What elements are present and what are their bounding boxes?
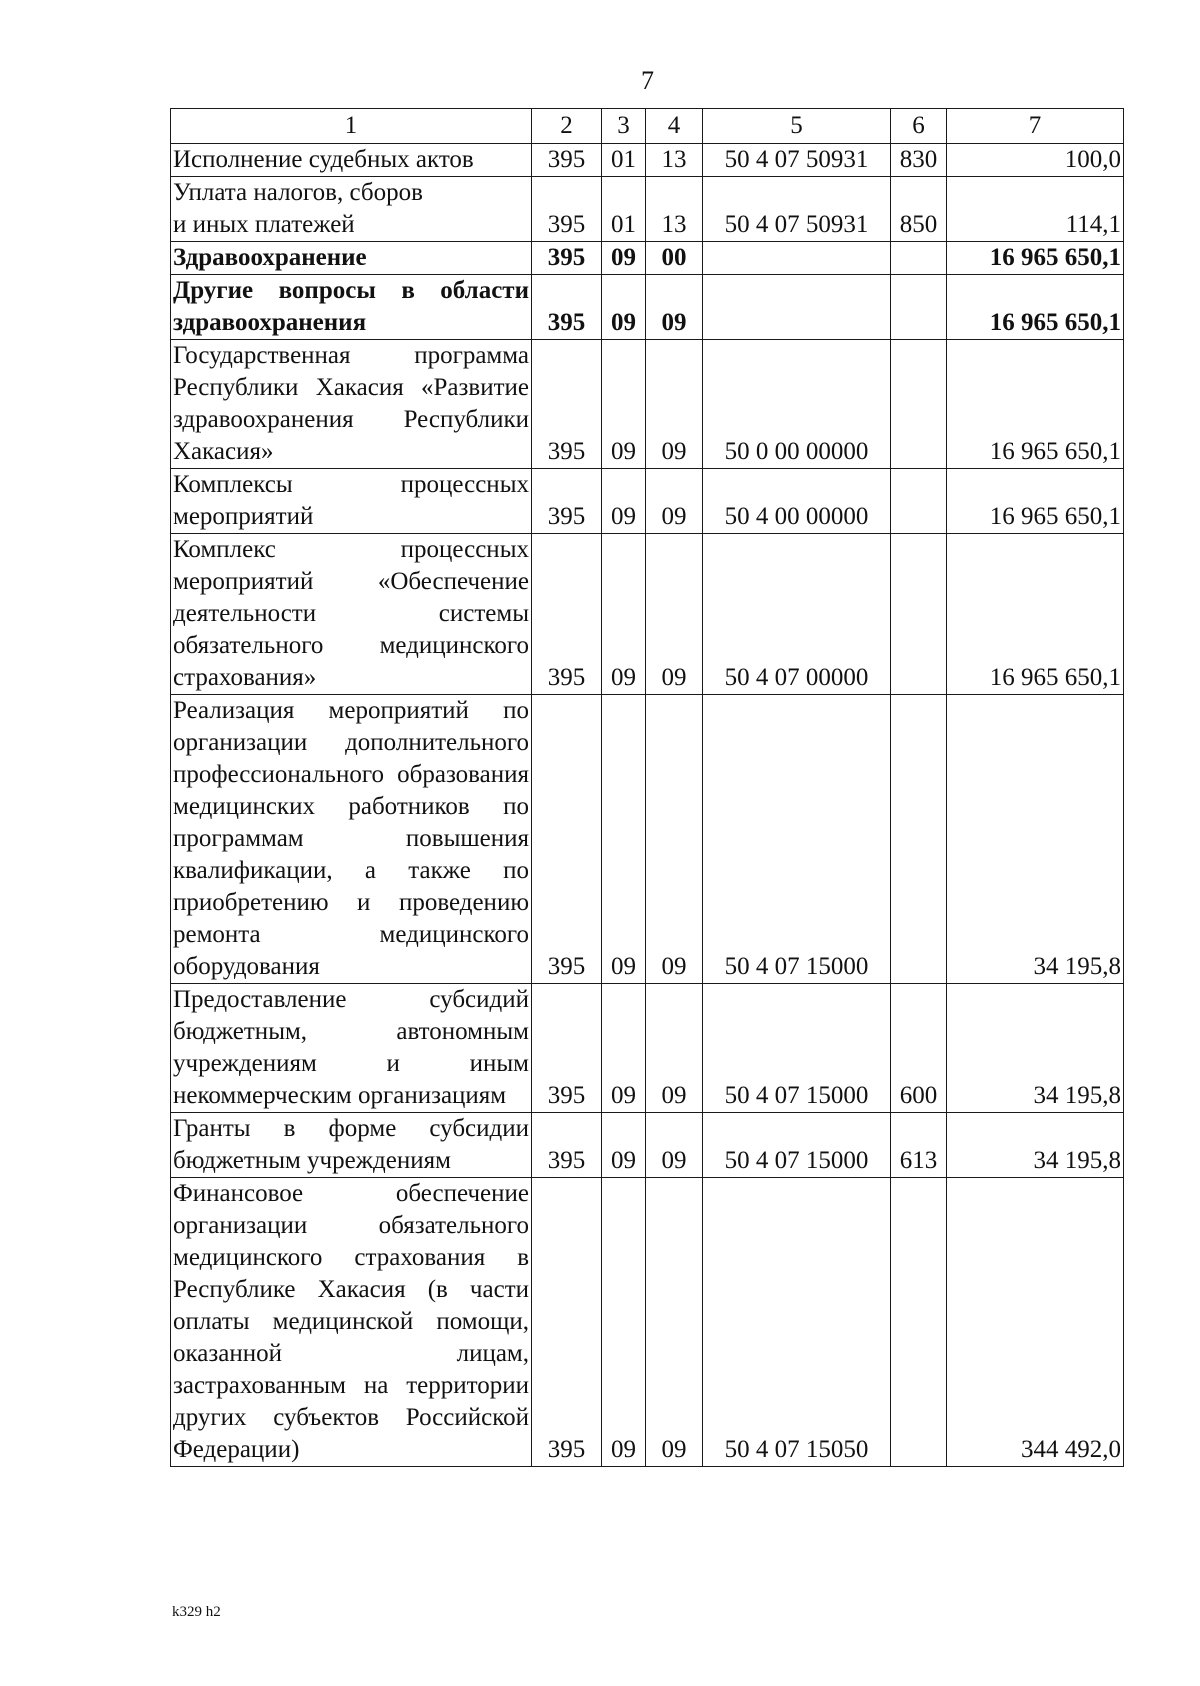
col-section: 09 bbox=[602, 695, 646, 984]
col-amount: 34 195,8 bbox=[947, 695, 1124, 984]
col-section: 09 bbox=[602, 1113, 646, 1178]
col-expense-type bbox=[891, 534, 947, 695]
table-row bbox=[171, 1178, 1124, 1467]
col-expense-type bbox=[891, 242, 947, 275]
header-cell: 6 bbox=[891, 109, 947, 144]
row-name: Другие вопросы в области здравоохранения bbox=[171, 275, 532, 340]
table-row bbox=[171, 177, 1124, 242]
table-row bbox=[171, 695, 1124, 984]
col-target: 50 4 07 50931 bbox=[703, 144, 891, 177]
col-expense-type bbox=[891, 695, 947, 984]
col-section: 09 bbox=[602, 534, 646, 695]
col-amount: 16 965 650,1 bbox=[947, 340, 1124, 469]
table-row bbox=[171, 469, 1124, 534]
col-ministry: 395 bbox=[532, 984, 602, 1113]
header-cell: 3 bbox=[602, 109, 646, 144]
col-amount: 34 195,8 bbox=[947, 984, 1124, 1113]
col-section: 09 bbox=[602, 1178, 646, 1467]
col-subsection: 13 bbox=[646, 177, 703, 242]
table-row bbox=[171, 534, 1124, 695]
row-name bbox=[171, 177, 532, 242]
row-name-line: и иных платежей bbox=[173, 211, 355, 238]
col-amount: 100,0 bbox=[947, 144, 1124, 177]
col-section: 09 bbox=[602, 340, 646, 469]
col-section: 09 bbox=[602, 242, 646, 275]
budget-table bbox=[170, 108, 1124, 1467]
row-name: Государственная программа Республики Хакасия «Развитие здравоохранения Республики Хакасия» bbox=[171, 340, 532, 469]
header-row bbox=[171, 109, 1124, 144]
col-ministry: 395 bbox=[532, 275, 602, 340]
table-row bbox=[171, 1113, 1124, 1178]
row-name: Финансовое обеспечение организации обязательного медицинского страхования в Республике Хакасия (в части оплаты медицинской помощи, оказанной лицам, застрахованным на территории других субъектов Российской Федерации) bbox=[171, 1178, 532, 1467]
row-name: Комплекс процессных мероприятий «Обеспечение деятельности системы обязательного медицинского страхования» bbox=[171, 534, 532, 695]
header-cell: 1 bbox=[171, 109, 532, 144]
col-subsection: 00 bbox=[646, 242, 703, 275]
col-amount: 16 965 650,1 bbox=[947, 242, 1124, 275]
col-expense-type: 600 bbox=[891, 984, 947, 1113]
col-subsection: 09 bbox=[646, 984, 703, 1113]
row-name: Предоставление субсидий бюджетным, автономным учреждениям и иным некоммерческим организациям bbox=[171, 984, 532, 1113]
col-target: 50 4 07 00000 bbox=[703, 534, 891, 695]
col-subsection: 09 bbox=[646, 534, 703, 695]
table-row bbox=[171, 275, 1124, 340]
row-name-line: Уплата налогов, сборов bbox=[173, 179, 423, 206]
col-target: 50 4 07 15000 bbox=[703, 1113, 891, 1178]
col-ministry: 395 bbox=[532, 144, 602, 177]
col-expense-type bbox=[891, 275, 947, 340]
table-row bbox=[171, 144, 1124, 177]
table-row bbox=[171, 340, 1124, 469]
col-subsection: 13 bbox=[646, 144, 703, 177]
header-cell: 7 bbox=[947, 109, 1124, 144]
col-section: 09 bbox=[602, 984, 646, 1113]
col-target bbox=[703, 242, 891, 275]
col-target: 50 4 07 15000 bbox=[703, 695, 891, 984]
col-expense-type: 850 bbox=[891, 177, 947, 242]
col-target: 50 4 07 15050 bbox=[703, 1178, 891, 1467]
col-amount: 114,1 bbox=[947, 177, 1124, 242]
col-target: 50 0 00 00000 bbox=[703, 340, 891, 469]
col-ministry: 395 bbox=[532, 469, 602, 534]
document-code: k329 h2 bbox=[172, 1604, 221, 1620]
col-expense-type: 830 bbox=[891, 144, 947, 177]
col-ministry: 395 bbox=[532, 695, 602, 984]
col-ministry: 395 bbox=[532, 1113, 602, 1178]
col-amount: 16 965 650,1 bbox=[947, 469, 1124, 534]
col-amount: 16 965 650,1 bbox=[947, 275, 1124, 340]
col-section: 09 bbox=[602, 469, 646, 534]
header-cell: 4 bbox=[646, 109, 703, 144]
table-row bbox=[171, 984, 1124, 1113]
col-ministry: 395 bbox=[532, 242, 602, 275]
col-target: 50 4 07 50931 bbox=[703, 177, 891, 242]
row-name: Комплексы процессных мероприятий bbox=[171, 469, 532, 534]
header-cell: 2 bbox=[532, 109, 602, 144]
col-ministry: 395 bbox=[532, 340, 602, 469]
col-amount: 34 195,8 bbox=[947, 1113, 1124, 1178]
col-target bbox=[703, 275, 891, 340]
col-expense-type: 613 bbox=[891, 1113, 947, 1178]
col-amount: 16 965 650,1 bbox=[947, 534, 1124, 695]
col-ministry: 395 bbox=[532, 1178, 602, 1467]
row-name: Исполнение судебных актов bbox=[171, 144, 532, 177]
col-section: 09 bbox=[602, 275, 646, 340]
col-section: 01 bbox=[602, 144, 646, 177]
col-ministry: 395 bbox=[532, 177, 602, 242]
row-name: Реализация мероприятий по организации дополнительного профессионального образования медицинских работников по программам повышения квалификации, а также по приобретению и проведению ремонта медицинского оборудования bbox=[171, 695, 532, 984]
table-row bbox=[171, 242, 1124, 275]
col-subsection: 09 bbox=[646, 469, 703, 534]
col-expense-type bbox=[891, 340, 947, 469]
row-name: Гранты в форме субсидии бюджетным учреждениям bbox=[171, 1113, 532, 1178]
page-number: 7 bbox=[641, 66, 654, 95]
col-target: 50 4 07 15000 bbox=[703, 984, 891, 1113]
col-expense-type bbox=[891, 1178, 947, 1467]
row-name: Здравоохранение bbox=[171, 242, 532, 275]
col-subsection: 09 bbox=[646, 695, 703, 984]
header-cell: 5 bbox=[703, 109, 891, 144]
col-expense-type bbox=[891, 469, 947, 534]
col-ministry: 395 bbox=[532, 534, 602, 695]
col-subsection: 09 bbox=[646, 1178, 703, 1467]
col-section: 01 bbox=[602, 177, 646, 242]
col-subsection: 09 bbox=[646, 275, 703, 340]
col-target: 50 4 00 00000 bbox=[703, 469, 891, 534]
col-subsection: 09 bbox=[646, 1113, 703, 1178]
col-amount: 344 492,0 bbox=[947, 1178, 1124, 1467]
col-subsection: 09 bbox=[646, 340, 703, 469]
